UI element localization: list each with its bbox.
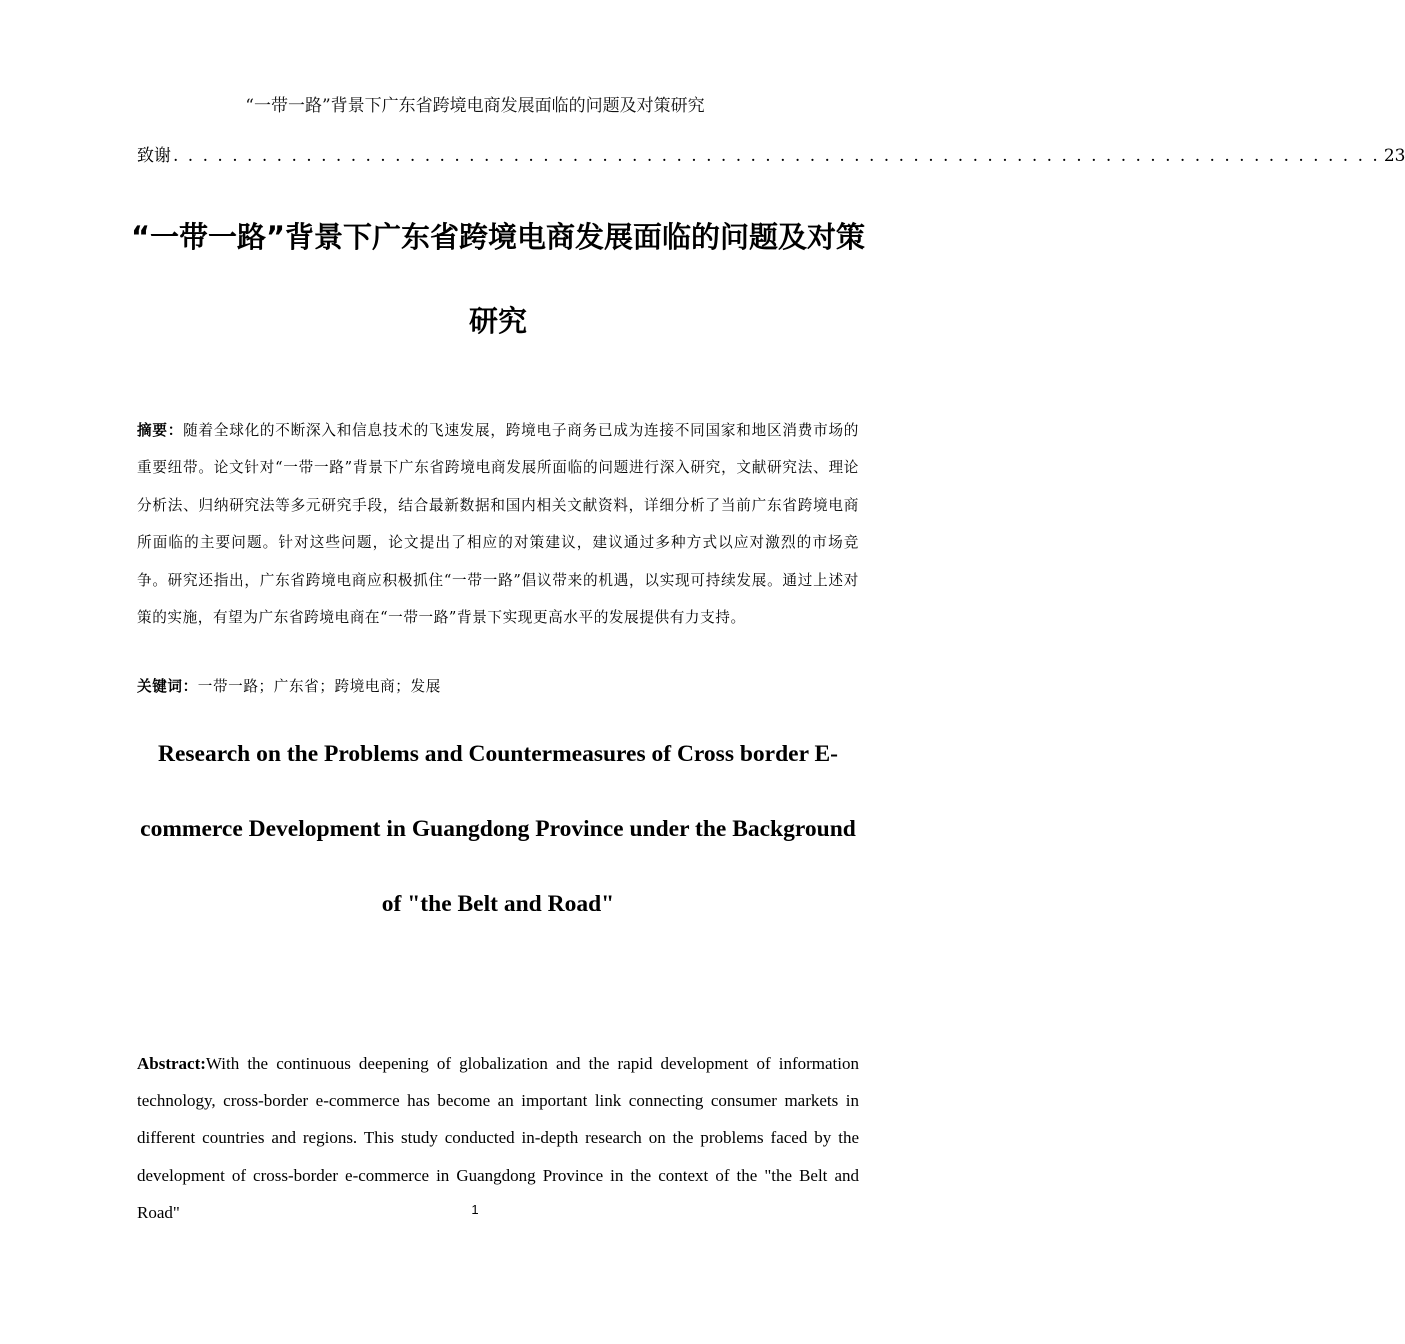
toc-leader-dots: . . . . . . . . . . . . . . . . . . . . . . . . . . . . . . . . . . . . . . . . . . . . . . . . . . . . . . . . . . . . . . . . . . . . . . . . . . . . . . . . . .: [173, 146, 1380, 166]
toc-entry-acknowledgements[interactable]: [137, 141, 1405, 166]
toc-page-number: 23: [1383, 146, 1405, 166]
chinese-abstract-label: 摘要：: [137, 422, 184, 439]
running-header: “一带一路”背景下广东省跨境电商发展面临的问题及对策研究: [245, 96, 705, 116]
toc-entry-label: 致谢: [137, 146, 171, 166]
english-title: Research on the Problems and Countermeasures of Cross border E-commerce Development in Guangdong Province under the Background of "the Belt and Road": [140, 741, 856, 917]
chinese-keywords: [137, 672, 859, 702]
english-abstract-text: With the continuous deepening of globalization and the rapid development of information technology, cross-border e-commerce has become an important link connecting consumer markets in different countries and regions. This study conducted in-depth research on the problems faced by the development of cross-border e-commerce in Guangdong Province in the context of the "the Belt and Road": [137, 1054, 859, 1222]
page-number: 1: [471, 1202, 479, 1217]
chinese-keywords-text: 一带一路；广东省；跨境电商；发展: [197, 678, 441, 695]
chinese-abstract-text: 随着全球化的不断深入和信息技术的飞速发展，跨境电子商务已成为连接不同国家和地区消费市场的重要纽带。论文针对“一带一路”背景下广东省跨境电商发展所面临的问题进行深入研究，文献研究法、理论分析法、归纳研究法等多元研究手段，结合最新数据和国内相关文献资料，详细分析了当前广东省跨境电商所面临的主要问题。针对这些问题，论文提出了相应的对策建议，建议通过多种方式以应对激烈的市场竞争。研究还指出，广东省跨境电商应积极抓住“一带一路”倡议带来的机遇，以实现可持续发展。通过上述对策的实施，有望为广东省跨境电商在“一带一路”背景下实现更高水平的发展提供有力支持。: [137, 422, 859, 627]
english-abstract-label: Abstract:: [137, 1054, 206, 1073]
chinese-title: “一带一路”背景下广东省跨境电商发展面临的问题及对策研究: [130, 220, 866, 338]
chinese-abstract: [137, 412, 859, 636]
chinese-keywords-label: 关键词：: [137, 678, 198, 695]
